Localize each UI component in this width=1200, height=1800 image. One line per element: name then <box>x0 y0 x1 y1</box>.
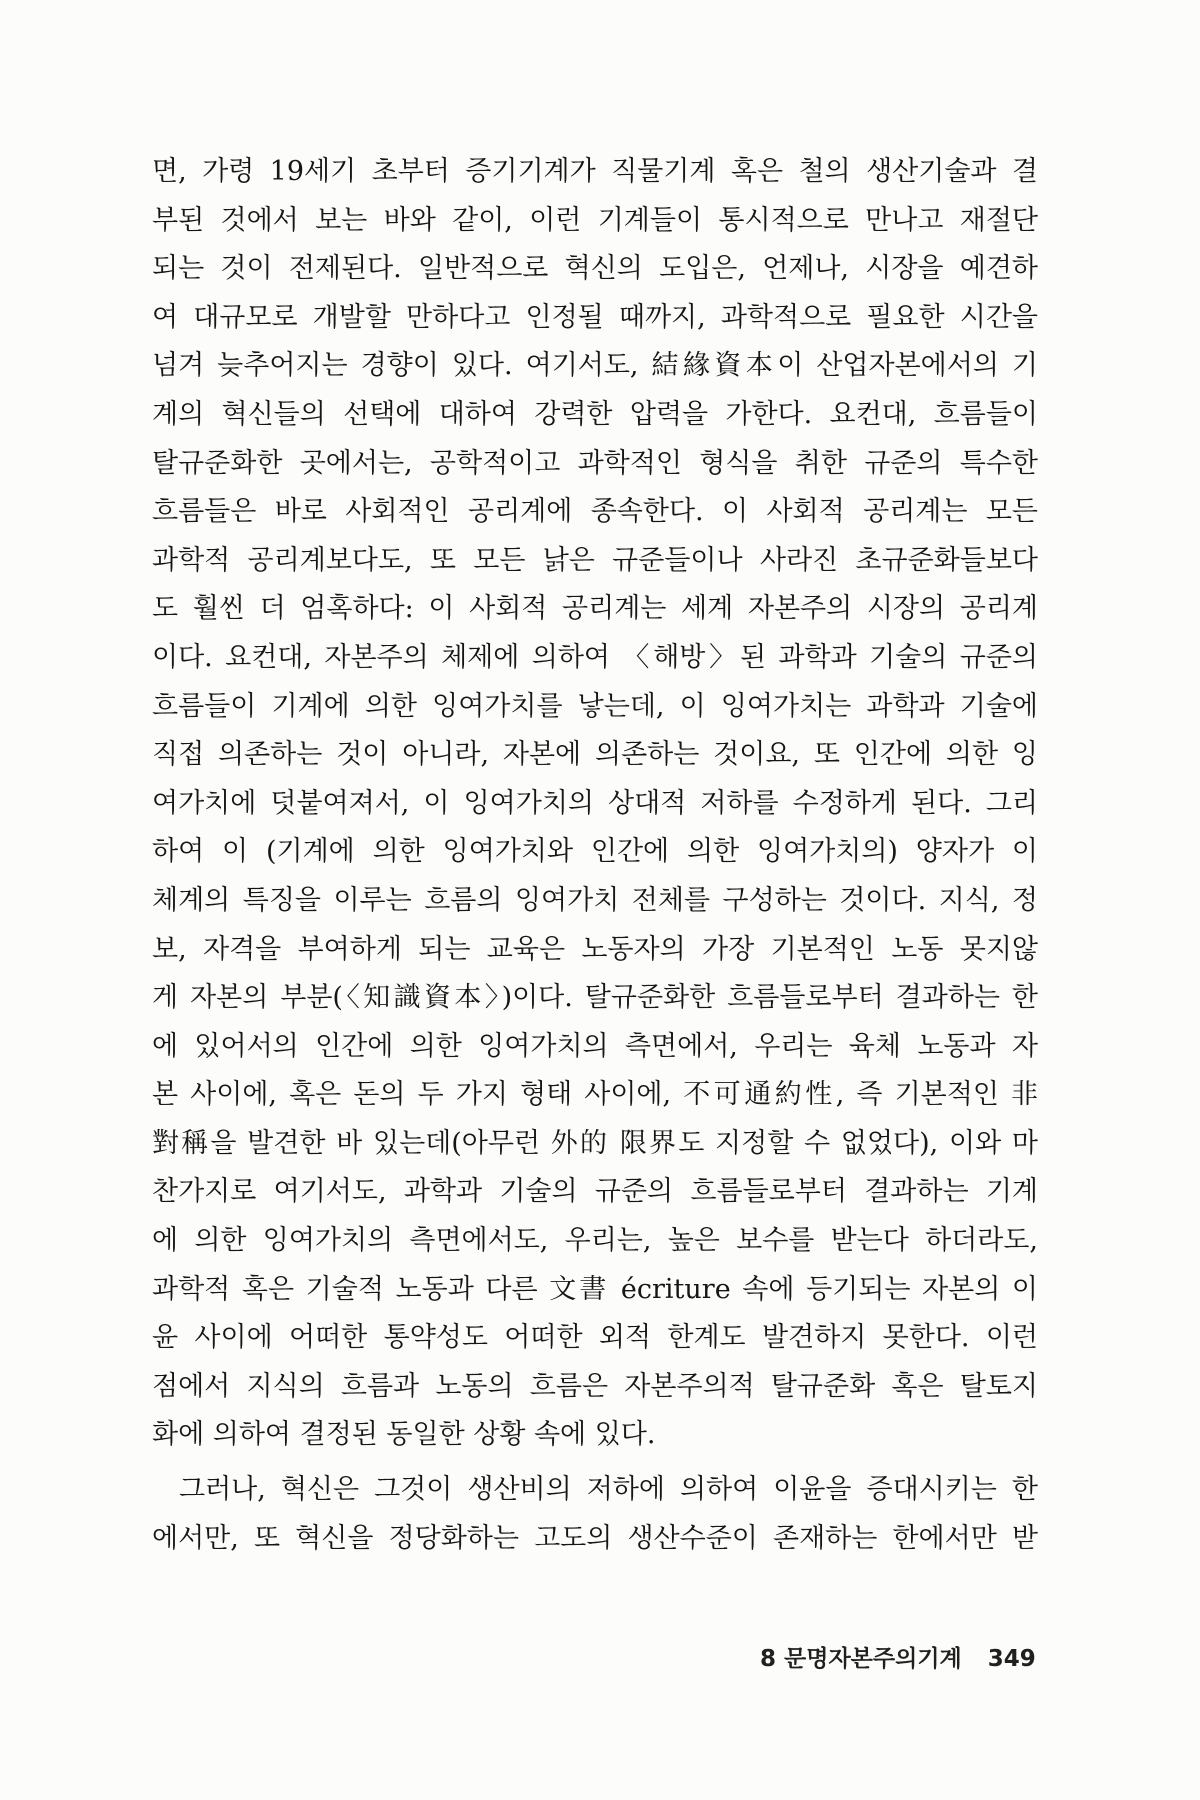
body-text <box>152 148 1038 1563</box>
text-line: 對稱을 발견한 바 있는데(아무런 外的 限界도 지정할 수 없었다), 이와 마 <box>152 1127 1038 1159</box>
text-line: 직접 의존하는 것이 아니라, 자본에 의존하는 것이요, 또 인간에 의한 잉 <box>152 739 1038 771</box>
text-line: 여 대규모로 개발할 만하다고 인정될 때까지, 과학적으로 필요한 시간을 <box>152 301 1038 333</box>
text-line: 과학적 혹은 기술적 노동과 다른 文書 écriture 속에 등기되는 자본의 이 <box>152 1273 1038 1305</box>
text-line: 하여 이 (기계에 의한 잉여가치와 인간에 의한 잉여가치의) 양자가 이 <box>152 836 1038 868</box>
text-line: 면, 가령 19세기 초부터 증기기계가 직물기계 혹은 철의 생산기술과 결 <box>152 156 1038 187</box>
chapter-title: 8 문명자본주의기계 <box>760 1646 962 1672</box>
paragraph <box>152 148 1038 1460</box>
text-line: 본 사이에, 혹은 돈의 두 가지 형태 사이에, 不可通約性, 즉 기본적인 非 <box>152 1079 1038 1111</box>
text-line: 에 있어서의 인간에 의한 잉여가치의 측면에서, 우리는 육체 노동과 자 <box>152 1030 1038 1062</box>
text-line: 탈규준화한 곳에서는, 공학적이고 과학적인 형식을 취한 규준의 특수한 <box>152 447 1038 479</box>
running-footer <box>760 1640 1060 1673</box>
paragraph <box>152 1466 1038 1563</box>
page-number: 349 <box>987 1646 1036 1672</box>
text-line: 게 자본의 부분(〈知識資本〉)이다. 탈규준화한 흐름들로부터 결과하는 한 <box>152 982 1038 1014</box>
text-line: 그러나, 혁신은 그것이 생산비의 저하에 의하여 이윤을 증대시키는 한 <box>179 1474 1038 1506</box>
text-line: 되는 것이 전제된다. 일반적으로 혁신의 도입은, 언제나, 시장을 예견하 <box>152 253 1038 285</box>
text-line: 흐름들은 바로 사회적인 공리계에 종속한다. 이 사회적 공리계는 모든 <box>152 496 1038 528</box>
text-line: 찬가지로 여기서도, 과학과 기술의 규준의 흐름들로부터 결과하는 기계 <box>152 1176 1038 1208</box>
text-line: 점에서 지식의 흐름과 노동의 흐름은 자본주의적 탈규준화 혹은 탈토지 <box>152 1370 1038 1402</box>
text-line: 체계의 특징을 이루는 흐름의 잉여가치 전체를 구성하는 것이다. 지식, 정 <box>152 884 1038 916</box>
text-line: 과학적 공리계보다도, 또 모든 낡은 규준들이나 사라진 초규준화들보다 <box>152 544 1038 576</box>
text-line: 보, 자격을 부여하게 되는 교육은 노동자의 가장 기본적인 노동 못지않 <box>152 933 1038 965</box>
text-line: 계의 혁신들의 선택에 대하여 강력한 압력을 가한다. 요컨대, 흐름들이 <box>152 398 1038 430</box>
text-line: 넘겨 늦추어지는 경향이 있다. 여기서도, 結緣資本이 산업자본에서의 기 <box>152 350 1038 382</box>
text-line: 에 의한 잉여가치의 측면에서도, 우리는, 높은 보수를 받는다 하더라도, <box>152 1225 1038 1257</box>
text-line: 부된 것에서 보는 바와 같이, 이런 기계들이 통시적으로 만나고 재절단 <box>152 204 1038 236</box>
text-line: 에서만, 또 혁신을 정당화하는 고도의 생산수준이 존재하는 한에서만 받 <box>152 1522 1038 1554</box>
text-line: 윤 사이에 어떠한 통약성도 어떠한 외적 한계도 발견하지 못한다. 이런 <box>152 1322 1038 1354</box>
text-line: 흐름들이 기계에 의한 잉여가치를 낳는데, 이 잉여가치는 과학과 기술에 <box>152 690 1038 722</box>
text-line: 여가치에 덧붙여져서, 이 잉여가치의 상대적 저하를 수정하게 된다. 그리 <box>152 787 1038 819</box>
text-line: 이다. 요컨대, 자본주의 체제에 의하여 〈해방〉된 과학과 기술의 규준의 <box>152 641 1038 673</box>
text-line: 도 훨씬 더 엄혹하다: 이 사회적 공리계는 세계 자본주의 시장의 공리계 <box>152 593 1038 625</box>
text-line: 화에 의하여 결정된 동일한 상황 속에 있다. <box>152 1419 656 1451</box>
